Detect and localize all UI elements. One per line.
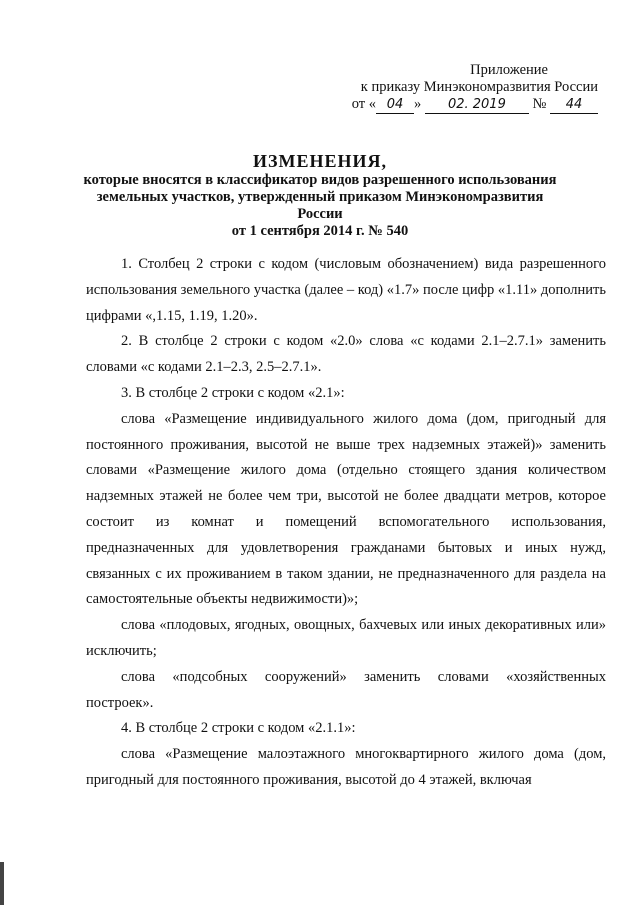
date-from-label: от «	[351, 96, 377, 112]
appendix-title: Приложение	[470, 62, 548, 78]
handwritten-month-year: 02. 2019	[425, 96, 529, 114]
appendix-date-line	[328, 96, 598, 114]
title-heading: ИЗМЕНЕНИЯ,	[252, 151, 387, 171]
document-title	[80, 150, 560, 240]
date-day-close: »	[414, 96, 422, 112]
title-subtitle-line-3: от 1 сентября 2014 г. № 540	[231, 223, 409, 239]
paragraph-3-subitem-1: слова «Размещение индивидуального жилого дома (дом, пригодный для постоянного проживания, высотой не выше трех надземных этажей)» заменить словами «Размещение жилого дома (отдельно стоящего здания количеством надземных этажей не более чем три, высотой не более двадцати метров, которое состоит из комнат и помещений вспомогательного использования, предназначенных для удовлетворения гражданами бытовых и иных нужд, связанных с их проживанием в таком здании, не предназначенного для раздела на самостоятельные объекты недвижимости)»;	[86, 410, 606, 608]
title-subtitle-line-2: земельных участков, утвержденный приказом Минэкономразвития России	[96, 189, 544, 222]
paragraph-4: 4. В столбце 2 строки с кодом «2.1.1»:	[121, 720, 356, 737]
paragraph-1: 1. Столбец 2 строки с кодом (числовым обозначением) вида разрешенного использования земельного участка (далее – код) «1.7» после цифр «1.11» дополнить цифрами «,1.15, 1.19, 1.20».	[86, 256, 606, 324]
title-subtitle-line-1: которые вносятся в классификатор видов разрешенного использования	[83, 172, 557, 188]
document-body	[86, 252, 606, 794]
appendix-order-reference: к приказу Минэкономразвития России	[360, 79, 598, 95]
handwritten-day: 04	[376, 96, 414, 114]
appendix-block	[328, 62, 598, 114]
paragraph-3-subitem-3: слова «подсобных сооружений» заменить словами «хозяйственных построек».	[86, 668, 606, 711]
scan-edge-mark	[0, 862, 4, 905]
number-label: №	[532, 96, 547, 112]
paragraph-3-subitem-2: слова «плодовых, ягодных, овощных, бахчевых или иных декоративных или» исключить;	[86, 617, 606, 659]
handwritten-order-number: 44	[550, 96, 598, 114]
paragraph-3: 3. В столбце 2 строки с кодом «2.1»:	[121, 384, 345, 401]
paragraph-4-subitem-1: слова «Размещение малоэтажного многоквартирного жилого дома (дом, пригодный для постоянного проживания, высотой до 4 этажей, включая	[86, 746, 606, 788]
paragraph-2: 2. В столбце 2 строки с кодом «2.0» слова «с кодами 2.1–2.7.1» заменить словами «с кодами 2.1–2.3, 2.5–2.7.1».	[86, 333, 606, 376]
